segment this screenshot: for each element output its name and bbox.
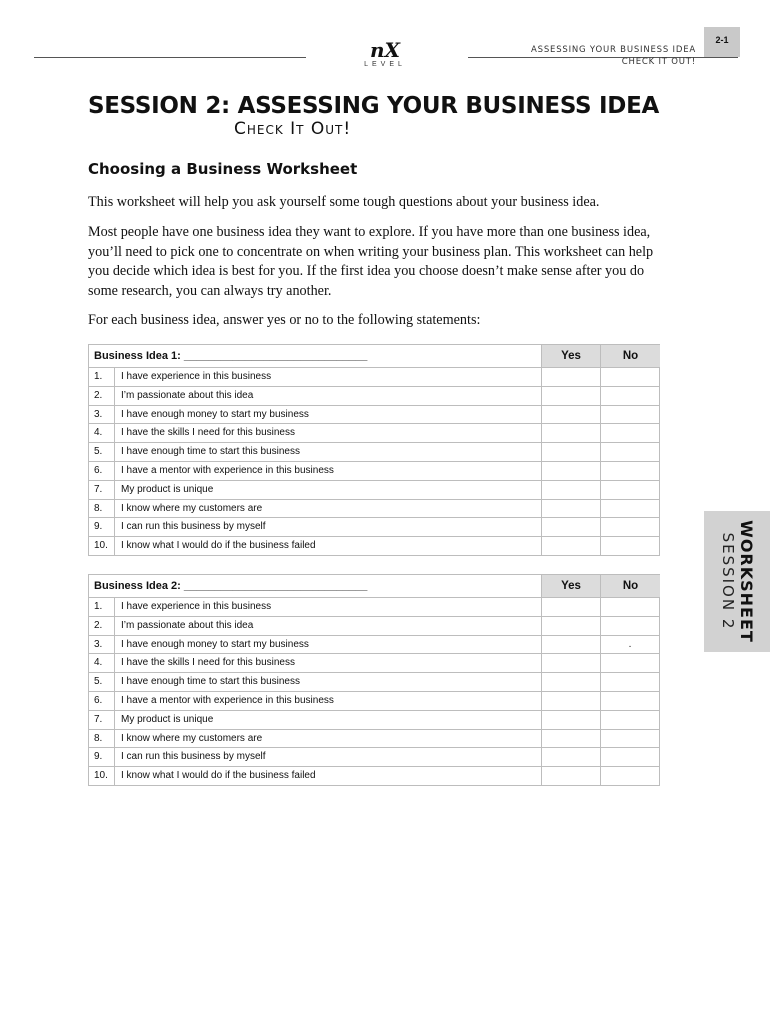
table-header: [88, 574, 660, 598]
row-number: 10.: [89, 767, 115, 785]
running-header: [531, 44, 696, 68]
statement-text: I can run this business by myself: [121, 521, 266, 533]
table-row: [88, 443, 660, 462]
worksheet-heading: Choosing a Business Worksheet: [88, 160, 358, 178]
business-idea-1-table: [88, 344, 660, 556]
table-row: [88, 654, 660, 673]
yes-answer-cell[interactable]: [541, 424, 600, 442]
statement-text: I have enough time to start this business: [121, 676, 300, 688]
logo-text: LEVEL: [364, 61, 406, 68]
statement-text: I have experience in this business: [121, 601, 272, 612]
table-row: [88, 636, 660, 655]
no-answer-cell[interactable]: [600, 767, 659, 785]
table-row: [88, 748, 660, 767]
session-subtitle: Check It Out!: [234, 119, 352, 139]
yes-answer-cell[interactable]: [541, 368, 600, 386]
no-answer-cell[interactable]: [600, 462, 659, 480]
yes-answer-cell[interactable]: [541, 636, 600, 654]
business-idea-label: Business Idea 1: ______________________________: [94, 350, 368, 362]
yes-answer-cell[interactable]: [541, 711, 600, 729]
instruction-paragraph: For each business idea, answer yes or no to the following statements:: [88, 312, 481, 328]
table-row: [88, 711, 660, 730]
no-answer-cell[interactable]: [600, 518, 659, 536]
statement-text: I know where my customers are: [121, 502, 263, 514]
statement-text: I have the skills I need for this business: [121, 427, 295, 439]
table-row: [88, 730, 660, 749]
row-number: 7.: [89, 711, 115, 729]
no-answer-cell[interactable]: [600, 500, 659, 518]
yes-answer-cell[interactable]: [541, 518, 600, 536]
statement-text: I have experience in this business: [121, 371, 272, 382]
yes-answer-cell[interactable]: [541, 617, 600, 635]
yes-answer-cell[interactable]: [541, 481, 600, 499]
statement-text: I have enough money to start my business: [121, 408, 309, 420]
row-number: 8.: [89, 500, 115, 518]
row-number: 1.: [89, 598, 115, 616]
yes-answer-cell[interactable]: [541, 387, 600, 405]
table-row: [88, 406, 660, 425]
statement-text: I’m passionate about this idea: [121, 389, 254, 401]
no-answer-cell[interactable]: [600, 617, 659, 635]
statement-text: I’m passionate about this idea: [121, 619, 254, 631]
no-answer-cell[interactable]: [600, 730, 659, 748]
yes-answer-cell[interactable]: [541, 406, 600, 424]
no-answer-cell[interactable]: [600, 673, 659, 691]
row-number: 5.: [89, 443, 115, 461]
side-tab-session: SESSION 2: [719, 532, 737, 631]
statement-text: I can run this business by myself: [121, 751, 266, 763]
row-number: 3.: [89, 636, 115, 654]
yes-answer-cell[interactable]: [541, 462, 600, 480]
yes-answer-cell[interactable]: [541, 537, 600, 555]
statement-text: My product is unique: [121, 713, 214, 725]
yes-answer-cell[interactable]: [541, 500, 600, 518]
table-header: [88, 344, 660, 368]
header-rule-left: [34, 57, 306, 58]
row-number: 8.: [89, 730, 115, 748]
no-answer-cell[interactable]: [600, 537, 659, 555]
logo-mark: nX: [369, 38, 401, 62]
row-number: 9.: [89, 518, 115, 536]
table-row: [88, 481, 660, 500]
row-number: 5.: [89, 673, 115, 691]
yes-answer-cell[interactable]: [541, 443, 600, 461]
row-number: 4.: [89, 654, 115, 672]
row-number: 4.: [89, 424, 115, 442]
worksheet-side-tab: [704, 511, 770, 652]
business-idea-2-table: [88, 574, 660, 786]
yes-answer-cell[interactable]: [541, 748, 600, 766]
yes-answer-cell[interactable]: [541, 654, 600, 672]
row-number: 3.: [89, 406, 115, 424]
table-row: [88, 518, 660, 537]
no-answer-cell[interactable]: [600, 368, 659, 386]
row-number: 2.: [89, 617, 115, 635]
page-number: 2-1: [704, 27, 740, 57]
statement-text: I have enough time to start this business: [121, 446, 300, 458]
row-number: 10.: [89, 537, 115, 555]
next-level-logo: [360, 40, 410, 74]
yes-answer-cell[interactable]: [541, 673, 600, 691]
no-column-header: No: [600, 345, 660, 367]
row-number: 1.: [89, 368, 115, 386]
yes-answer-cell[interactable]: [541, 730, 600, 748]
no-answer-cell[interactable]: [600, 598, 659, 616]
table-row: [88, 598, 660, 617]
table-row: [88, 500, 660, 519]
statement-text: I know where my customers are: [121, 732, 263, 744]
statement-text: I know what I would do if the business failed: [121, 770, 316, 782]
table-row: [88, 387, 660, 406]
no-answer-cell[interactable]: [600, 692, 659, 710]
no-answer-cell[interactable]: [600, 406, 659, 424]
no-answer-cell[interactable]: [600, 387, 659, 405]
table-row: [88, 767, 660, 786]
table-row: [88, 537, 660, 556]
table-row: [88, 673, 660, 692]
statement-text: My product is unique: [121, 483, 214, 495]
intro-paragraph: This worksheet will help you ask yourself some tough questions about your business idea.: [88, 194, 600, 210]
table-row: [88, 617, 660, 636]
running-header-line1: ASSESSING YOUR BUSINESS IDEA: [531, 45, 696, 55]
no-answer-cell[interactable]: [600, 654, 659, 672]
yes-answer-cell[interactable]: [541, 692, 600, 710]
side-tab-text: [704, 511, 770, 652]
statement-text: I have the skills I need for this business: [121, 657, 295, 669]
table-row: [88, 462, 660, 481]
statement-text: I know what I would do if the business failed: [121, 540, 316, 552]
no-answer-cell[interactable]: .: [600, 636, 659, 654]
no-answer-cell[interactable]: [600, 748, 659, 766]
yes-answer-cell[interactable]: [541, 598, 600, 616]
business-idea-label: Business Idea 2: ______________________________: [94, 580, 368, 592]
no-answer-cell[interactable]: [600, 443, 659, 461]
running-header-line2: CHECK IT OUT!: [621, 57, 696, 67]
row-number: 6.: [89, 462, 115, 480]
row-number: 9.: [89, 748, 115, 766]
no-answer-cell[interactable]: [600, 481, 659, 499]
table-row: [88, 692, 660, 711]
body-paragraph: Most people have one business idea they want to explore. If you have more than one business idea, you’ll need to pick one to concentrate on when writing your business plan. This worksheet can help you decide which idea is best for you. If the first idea you choose doesn’t make sense after you do some research, you can always try another.: [88, 224, 654, 299]
no-answer-cell[interactable]: [600, 424, 659, 442]
session-title: SESSION 2: ASSESSING YOUR BUSINESS IDEA: [88, 93, 659, 119]
no-column-header: No: [600, 575, 660, 597]
statement-text: I have a mentor with experience in this business: [121, 464, 334, 476]
row-number: 7.: [89, 481, 115, 499]
table-row: [88, 424, 660, 443]
no-answer-cell[interactable]: [600, 711, 659, 729]
yes-column-header: Yes: [541, 575, 600, 597]
yes-answer-cell[interactable]: [541, 767, 600, 785]
statement-text: I have enough money to start my business: [121, 638, 309, 650]
yes-column-header: Yes: [541, 345, 600, 367]
row-number: 2.: [89, 387, 115, 405]
table-row: [88, 368, 660, 387]
side-tab-worksheet: WORKSHEET: [737, 520, 756, 643]
statement-text: I have a mentor with experience in this business: [121, 694, 334, 706]
row-number: 6.: [89, 692, 115, 710]
